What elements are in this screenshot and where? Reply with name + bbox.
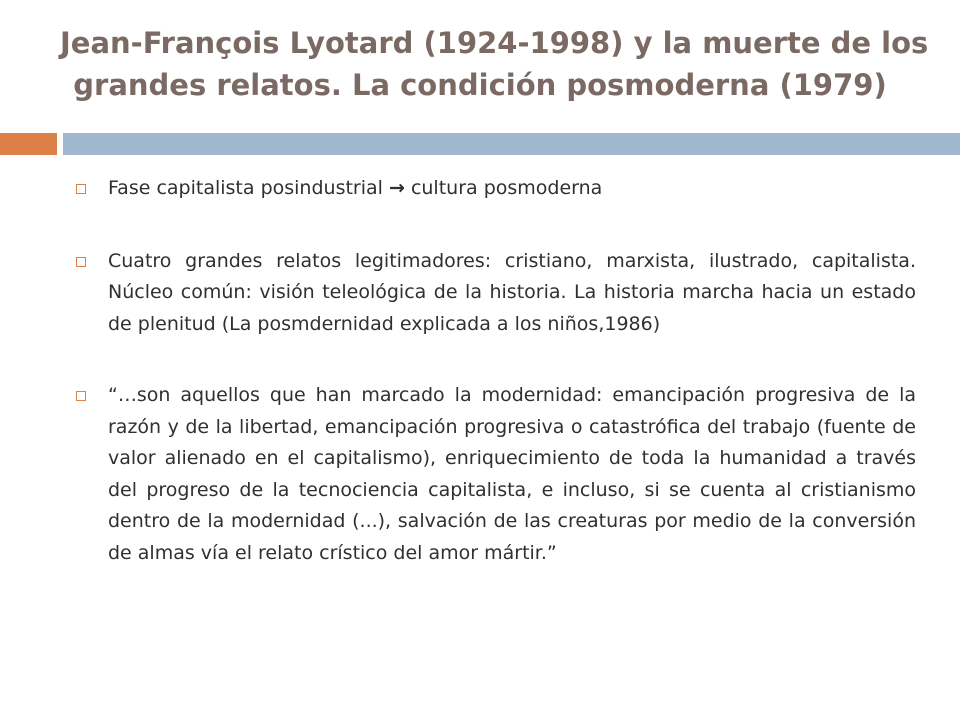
accent-bar-orange [0, 133, 57, 155]
slide-title [60, 22, 929, 106]
title-line-2: grandes relatos. La condición posmoderna (1979) [73, 68, 887, 102]
bullet-item-1 [76, 173, 916, 205]
title-line-1: Jean-François Lyotard (1924-1998) y la muerte de los [60, 26, 929, 60]
bullet-list [76, 173, 916, 609]
bullet-item-3 [76, 380, 916, 569]
bullet-1-text-after: cultura posmoderna [404, 177, 603, 199]
bullet-3-text: “…son aquellos que han marcado la modernidad: emancipación progresiva de la razón y de la libertad, emancipación progresiva o catastrófica del trabajo (fuente de valor alienado en el capitalismo), enriquecimiento de toda la humanidad a través del progreso de la tecnociencia capitalista, e incluso, si se cuenta al cristianismo dentro de la modernidad (...), salvación de las creaturas por medio de la conversión de almas vía el relato crístico del amor mártir.” [108, 384, 916, 564]
square-bullet-icon [76, 257, 86, 267]
bullet-2-text: Cuatro grandes relatos legitimadores: cristiano, marxista, ilustrado, capitalista. Núcleo común: visión teleológica de la historia. La historia marcha hacia un estado de plenitud (La posmdernidad explicada a los niños,1986) [108, 249, 916, 335]
bullet-1-text-before: Fase capitalista posindustrial [108, 177, 389, 199]
square-bullet-icon [76, 184, 86, 194]
right-arrow-icon: → [388, 177, 405, 199]
square-bullet-icon [76, 391, 86, 401]
accent-bar-blue [63, 133, 960, 155]
bullet-item-2 [76, 246, 916, 341]
